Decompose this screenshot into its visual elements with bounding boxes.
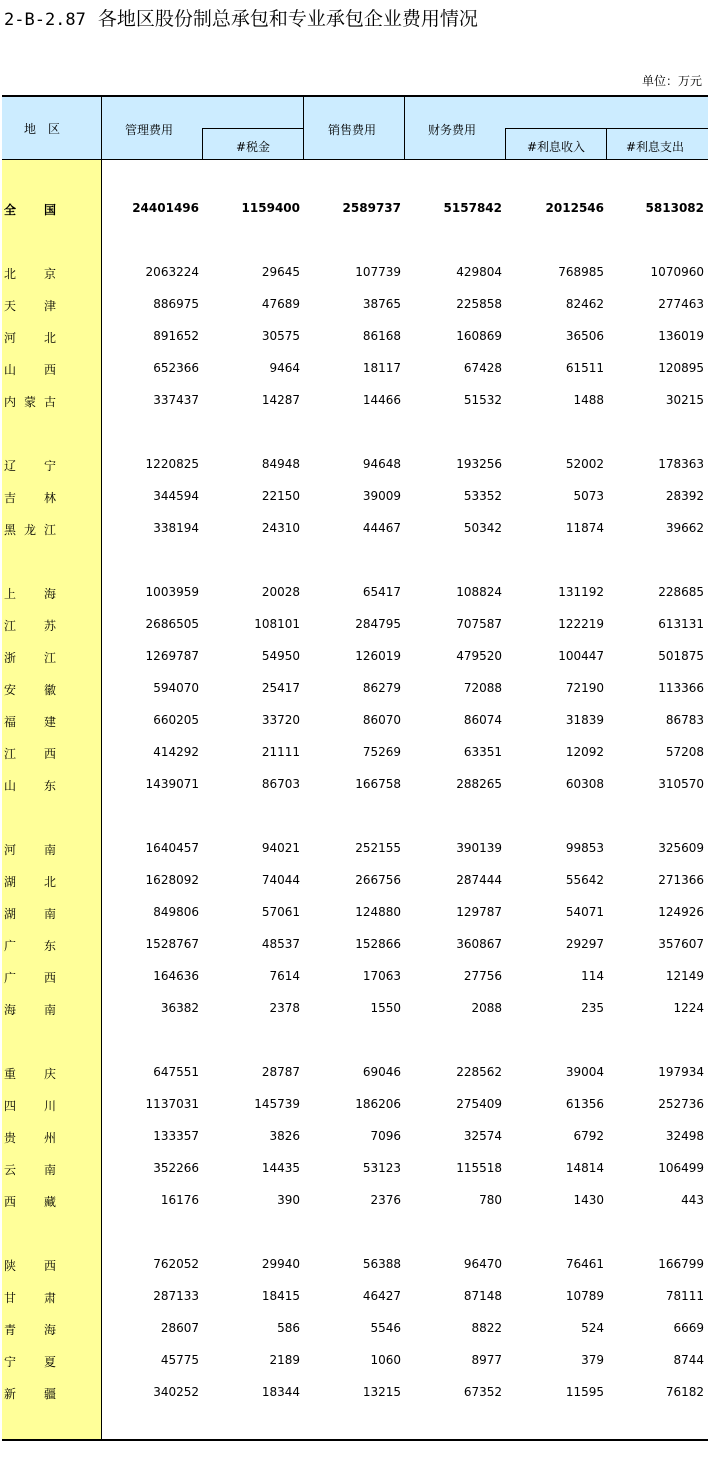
- value-cell: 287444: [456, 873, 502, 887]
- table-row: [0, 454, 708, 474]
- value-cell: 613131: [658, 617, 704, 631]
- table-row: [0, 1382, 708, 1402]
- table-row: [0, 1350, 708, 1370]
- value-cell: 65417: [362, 585, 401, 599]
- value-cell: 849806: [153, 905, 199, 919]
- value-cell: 39009: [362, 489, 401, 503]
- value-cell: 891652: [153, 329, 199, 343]
- value-cell: 22150: [261, 489, 300, 503]
- value-cell: 344594: [153, 489, 199, 503]
- value-cell: 39004: [565, 1065, 604, 1079]
- value-cell: 86783: [665, 713, 704, 727]
- value-cell: 429804: [456, 265, 502, 279]
- value-cell: 886975: [153, 297, 199, 311]
- value-cell: 108824: [456, 585, 502, 599]
- value-cell: 266756: [355, 873, 401, 887]
- value-cell: 51532: [463, 393, 502, 407]
- value-cell: 178363: [658, 457, 704, 471]
- region-name: 浙 江: [4, 651, 56, 665]
- region-name: 全 国: [4, 203, 56, 217]
- value-cell: 3826: [269, 1129, 300, 1143]
- value-cell: 284795: [355, 617, 401, 631]
- value-cell: 160869: [456, 329, 502, 343]
- value-cell: 53352: [463, 489, 502, 503]
- table-row: [0, 870, 708, 890]
- value-cell: 252736: [658, 1097, 704, 1111]
- region-name: 西 藏: [4, 1195, 56, 1209]
- value-cell: 32574: [463, 1129, 502, 1143]
- region-name: 广 东: [4, 939, 56, 953]
- value-cell: 762052: [153, 1257, 199, 1271]
- value-cell: 29297: [565, 937, 604, 951]
- region-name: 黑 龙 江: [4, 523, 56, 537]
- value-cell: 166758: [355, 777, 401, 791]
- region-name: 上 海: [4, 587, 56, 601]
- table-row: [0, 358, 708, 378]
- region-name: 江 苏: [4, 619, 56, 633]
- value-cell: 325609: [658, 841, 704, 855]
- table-row: [0, 710, 708, 730]
- value-cell: 5073: [573, 489, 604, 503]
- value-cell: 84948: [261, 457, 300, 471]
- region-name: 天 津: [4, 299, 56, 313]
- value-cell: 50342: [463, 521, 502, 535]
- value-cell: 126019: [355, 649, 401, 663]
- value-cell: 11595: [565, 1385, 604, 1399]
- value-cell: 379: [581, 1353, 604, 1367]
- value-cell: 1640457: [145, 841, 199, 855]
- value-cell: 28787: [261, 1065, 300, 1079]
- table-row: [0, 1318, 708, 1338]
- value-cell: 340252: [153, 1385, 199, 1399]
- value-cell: 8822: [471, 1321, 502, 1335]
- value-cell: 75269: [362, 745, 401, 759]
- value-cell: 14814: [565, 1161, 604, 1175]
- value-cell: 1488: [573, 393, 604, 407]
- value-cell: 6792: [573, 1129, 604, 1143]
- value-cell: 86703: [261, 777, 300, 791]
- value-cell: 228562: [456, 1065, 502, 1079]
- value-cell: 107739: [355, 265, 401, 279]
- table-row: [0, 582, 708, 602]
- table-row: [0, 294, 708, 314]
- table-row: [0, 1158, 708, 1178]
- divider-mgmt-tax: [202, 128, 203, 160]
- value-cell: 124880: [355, 905, 401, 919]
- value-cell: 390: [277, 1193, 300, 1207]
- value-cell: 16176: [160, 1193, 199, 1207]
- value-cell: 2376: [370, 1193, 401, 1207]
- value-cell: 21111: [261, 745, 300, 759]
- value-cell: 114: [581, 969, 604, 983]
- value-cell: 53123: [362, 1161, 401, 1175]
- value-cell: 115518: [456, 1161, 502, 1175]
- value-cell: 524: [581, 1321, 604, 1335]
- region-name: 山 东: [4, 779, 56, 793]
- table-row: [0, 934, 708, 954]
- table-row: [0, 614, 708, 634]
- value-cell: 72088: [463, 681, 502, 695]
- region-name: 云 南: [4, 1163, 56, 1177]
- region-name: 青 海: [4, 1323, 56, 1337]
- value-cell: 108101: [254, 617, 300, 631]
- table-row: [0, 518, 708, 538]
- value-cell: 24310: [261, 521, 300, 535]
- value-cell: 2012546: [545, 201, 604, 215]
- table-row: [0, 966, 708, 986]
- value-cell: 1550: [370, 1001, 401, 1015]
- value-cell: 186206: [355, 1097, 401, 1111]
- value-cell: 5813082: [645, 201, 704, 215]
- value-cell: 18117: [362, 361, 401, 375]
- value-cell: 6669: [673, 1321, 704, 1335]
- value-cell: 72190: [565, 681, 604, 695]
- header-interest-expense: #利息支出: [626, 140, 685, 154]
- value-cell: 48537: [261, 937, 300, 951]
- value-cell: 18415: [261, 1289, 300, 1303]
- value-cell: 145739: [254, 1097, 300, 1111]
- table-row: [0, 1254, 708, 1274]
- region-name: 江 西: [4, 747, 56, 761]
- value-cell: 310570: [658, 777, 704, 791]
- value-cell: 2063224: [145, 265, 199, 279]
- region-name: 河 北: [4, 331, 56, 345]
- value-cell: 338194: [153, 521, 199, 535]
- value-cell: 24401496: [132, 201, 199, 215]
- value-cell: 55642: [565, 873, 604, 887]
- table-code: 2-B-2.87: [4, 10, 86, 30]
- value-cell: 357607: [658, 937, 704, 951]
- region-name: 广 西: [4, 971, 56, 985]
- value-cell: 86168: [362, 329, 401, 343]
- value-cell: 45775: [160, 1353, 199, 1367]
- value-cell: 271366: [658, 873, 704, 887]
- table-row: [0, 1286, 708, 1306]
- region-name: 湖 南: [4, 907, 56, 921]
- table-row: [0, 198, 708, 218]
- value-cell: 44467: [362, 521, 401, 535]
- value-cell: 10789: [565, 1289, 604, 1303]
- value-cell: 2589737: [342, 201, 401, 215]
- value-cell: 61511: [565, 361, 604, 375]
- value-cell: 780: [479, 1193, 502, 1207]
- value-cell: 87148: [463, 1289, 502, 1303]
- header-interest-income: #利息收入: [527, 140, 586, 154]
- value-cell: 360867: [456, 937, 502, 951]
- value-cell: 352266: [153, 1161, 199, 1175]
- value-cell: 7614: [269, 969, 300, 983]
- value-cell: 46427: [362, 1289, 401, 1303]
- value-cell: 113366: [658, 681, 704, 695]
- value-cell: 36382: [160, 1001, 199, 1015]
- value-cell: 76182: [665, 1385, 704, 1399]
- value-cell: 20028: [261, 585, 300, 599]
- region-name: 湖 北: [4, 875, 56, 889]
- region-name: 重 庆: [4, 1067, 56, 1081]
- value-cell: 28392: [665, 489, 704, 503]
- region-name: 海 南: [4, 1003, 56, 1017]
- subheader-line-left: [202, 128, 303, 129]
- value-cell: 287133: [153, 1289, 199, 1303]
- value-cell: 106499: [658, 1161, 704, 1175]
- value-cell: 133357: [153, 1129, 199, 1143]
- value-cell: 86070: [362, 713, 401, 727]
- table-row: [0, 742, 708, 762]
- value-cell: 74044: [261, 873, 300, 887]
- value-cell: 27756: [463, 969, 502, 983]
- region-name: 吉 林: [4, 491, 56, 505]
- table-name: 各地区股份制总承包和专业承包企业费用情况: [97, 8, 478, 30]
- table-row: [0, 998, 708, 1018]
- value-cell: 56388: [362, 1257, 401, 1271]
- region-name: 内 蒙 古: [4, 395, 56, 409]
- value-cell: 652366: [153, 361, 199, 375]
- header-sales: 销售费用: [328, 123, 377, 137]
- value-cell: 60308: [565, 777, 604, 791]
- value-cell: 2686505: [145, 617, 199, 631]
- header-top-border: [2, 95, 708, 97]
- value-cell: 1060: [370, 1353, 401, 1367]
- value-cell: 1269787: [145, 649, 199, 663]
- value-cell: 252155: [355, 841, 401, 855]
- value-cell: 1220825: [145, 457, 199, 471]
- value-cell: 1224: [673, 1001, 704, 1015]
- value-cell: 235: [581, 1001, 604, 1015]
- value-cell: 120895: [658, 361, 704, 375]
- value-cell: 99853: [565, 841, 604, 855]
- value-cell: 57208: [665, 745, 704, 759]
- value-cell: 197934: [658, 1065, 704, 1079]
- value-cell: 8977: [471, 1353, 502, 1367]
- value-cell: 76461: [565, 1257, 604, 1271]
- table-row: [0, 326, 708, 346]
- value-cell: 228685: [658, 585, 704, 599]
- value-cell: 479520: [456, 649, 502, 663]
- value-cell: 768985: [558, 265, 604, 279]
- value-cell: 25417: [261, 681, 300, 695]
- value-cell: 69046: [362, 1065, 401, 1079]
- value-cell: 63351: [463, 745, 502, 759]
- value-cell: 594070: [153, 681, 199, 695]
- region-name: 辽 宁: [4, 459, 56, 473]
- region-column-background: [2, 160, 101, 1440]
- table-row: [0, 838, 708, 858]
- divider-income-expense: [606, 128, 607, 160]
- value-cell: 136019: [658, 329, 704, 343]
- table-row: [0, 902, 708, 922]
- value-cell: 131192: [558, 585, 604, 599]
- value-cell: 18344: [261, 1385, 300, 1399]
- value-cell: 2189: [269, 1353, 300, 1367]
- value-cell: 1070960: [650, 265, 704, 279]
- region-name: 山 西: [4, 363, 56, 377]
- table-row: [0, 1190, 708, 1210]
- value-cell: 164636: [153, 969, 199, 983]
- value-cell: 14287: [261, 393, 300, 407]
- value-cell: 29645: [261, 265, 300, 279]
- value-cell: 14435: [261, 1161, 300, 1175]
- value-cell: 501875: [658, 649, 704, 663]
- table-row: [0, 646, 708, 666]
- value-cell: 13215: [362, 1385, 401, 1399]
- value-cell: 5546: [370, 1321, 401, 1335]
- region-name: 贵 州: [4, 1131, 56, 1145]
- value-cell: 193256: [456, 457, 502, 471]
- value-cell: 78111: [665, 1289, 704, 1303]
- value-cell: 1528767: [145, 937, 199, 951]
- value-cell: 86074: [463, 713, 502, 727]
- divider-finance-income: [505, 128, 506, 160]
- value-cell: 129787: [456, 905, 502, 919]
- value-cell: 5157842: [443, 201, 502, 215]
- value-cell: 67352: [463, 1385, 502, 1399]
- value-cell: 94021: [261, 841, 300, 855]
- table-row: [0, 774, 708, 794]
- value-cell: 29940: [261, 1257, 300, 1271]
- value-cell: 96470: [463, 1257, 502, 1271]
- region-name: 四 川: [4, 1099, 56, 1113]
- header-mgmt: 管理费用: [125, 123, 174, 137]
- page-title: [4, 4, 478, 31]
- table-row: [0, 1094, 708, 1114]
- value-cell: 647551: [153, 1065, 199, 1079]
- value-cell: 57061: [261, 905, 300, 919]
- value-cell: 1159400: [241, 201, 300, 215]
- value-cell: 54950: [261, 649, 300, 663]
- value-cell: 100447: [558, 649, 604, 663]
- value-cell: 586: [277, 1321, 300, 1335]
- value-cell: 166799: [658, 1257, 704, 1271]
- value-cell: 28607: [160, 1321, 199, 1335]
- value-cell: 1003959: [145, 585, 199, 599]
- value-cell: 1439071: [145, 777, 199, 791]
- value-cell: 67428: [463, 361, 502, 375]
- value-cell: 1430: [573, 1193, 604, 1207]
- value-cell: 443: [681, 1193, 704, 1207]
- value-cell: 12149: [665, 969, 704, 983]
- value-cell: 390139: [456, 841, 502, 855]
- value-cell: 288265: [456, 777, 502, 791]
- value-cell: 660205: [153, 713, 199, 727]
- region-name: 陕 西: [4, 1259, 56, 1273]
- table-row: [0, 678, 708, 698]
- value-cell: 414292: [153, 745, 199, 759]
- value-cell: 61356: [565, 1097, 604, 1111]
- value-cell: 94648: [362, 457, 401, 471]
- value-cell: 30215: [665, 393, 704, 407]
- value-cell: 1628092: [145, 873, 199, 887]
- value-cell: 9464: [269, 361, 300, 375]
- value-cell: 2088: [471, 1001, 502, 1015]
- divider-sales-finance: [404, 96, 405, 160]
- value-cell: 31839: [565, 713, 604, 727]
- region-name: 宁 夏: [4, 1355, 56, 1369]
- value-cell: 2378: [269, 1001, 300, 1015]
- value-cell: 30575: [261, 329, 300, 343]
- unit-label: 单位：万元: [641, 74, 702, 88]
- value-cell: 337437: [153, 393, 199, 407]
- value-cell: 275409: [456, 1097, 502, 1111]
- header-region: 地 区: [24, 122, 61, 136]
- value-cell: 1137031: [145, 1097, 199, 1111]
- header-tax: #税金: [236, 140, 271, 154]
- value-cell: 8744: [673, 1353, 704, 1367]
- table-row: [0, 390, 708, 410]
- value-cell: 225858: [456, 297, 502, 311]
- value-cell: 82462: [565, 297, 604, 311]
- value-cell: 277463: [658, 297, 704, 311]
- table-row: [0, 262, 708, 282]
- value-cell: 122219: [558, 617, 604, 631]
- value-cell: 124926: [658, 905, 704, 919]
- value-cell: 39662: [665, 521, 704, 535]
- table-row: [0, 486, 708, 506]
- value-cell: 86279: [362, 681, 401, 695]
- region-name: 甘 肃: [4, 1291, 56, 1305]
- value-cell: 47689: [261, 297, 300, 311]
- value-cell: 7096: [370, 1129, 401, 1143]
- value-cell: 52002: [565, 457, 604, 471]
- value-cell: 14466: [362, 393, 401, 407]
- region-name: 河 南: [4, 843, 56, 857]
- value-cell: 33720: [261, 713, 300, 727]
- table-row: [0, 1062, 708, 1082]
- divider-mgmt-sales: [303, 96, 304, 160]
- value-cell: 32498: [665, 1129, 704, 1143]
- table-bottom-border: [2, 1439, 708, 1441]
- table-row: [0, 1126, 708, 1146]
- value-cell: 54071: [565, 905, 604, 919]
- region-name: 安 徽: [4, 683, 56, 697]
- value-cell: 707587: [456, 617, 502, 631]
- value-cell: 38765: [362, 297, 401, 311]
- value-cell: 12092: [565, 745, 604, 759]
- value-cell: 11874: [565, 521, 604, 535]
- header-bottom-border: [2, 159, 708, 160]
- region-name: 北 京: [4, 267, 56, 281]
- region-name: 福 建: [4, 715, 56, 729]
- header-finance: 财务费用: [428, 123, 477, 137]
- value-cell: 36506: [565, 329, 604, 343]
- value-cell: 152866: [355, 937, 401, 951]
- value-cell: 17063: [362, 969, 401, 983]
- region-name: 新 疆: [4, 1387, 56, 1401]
